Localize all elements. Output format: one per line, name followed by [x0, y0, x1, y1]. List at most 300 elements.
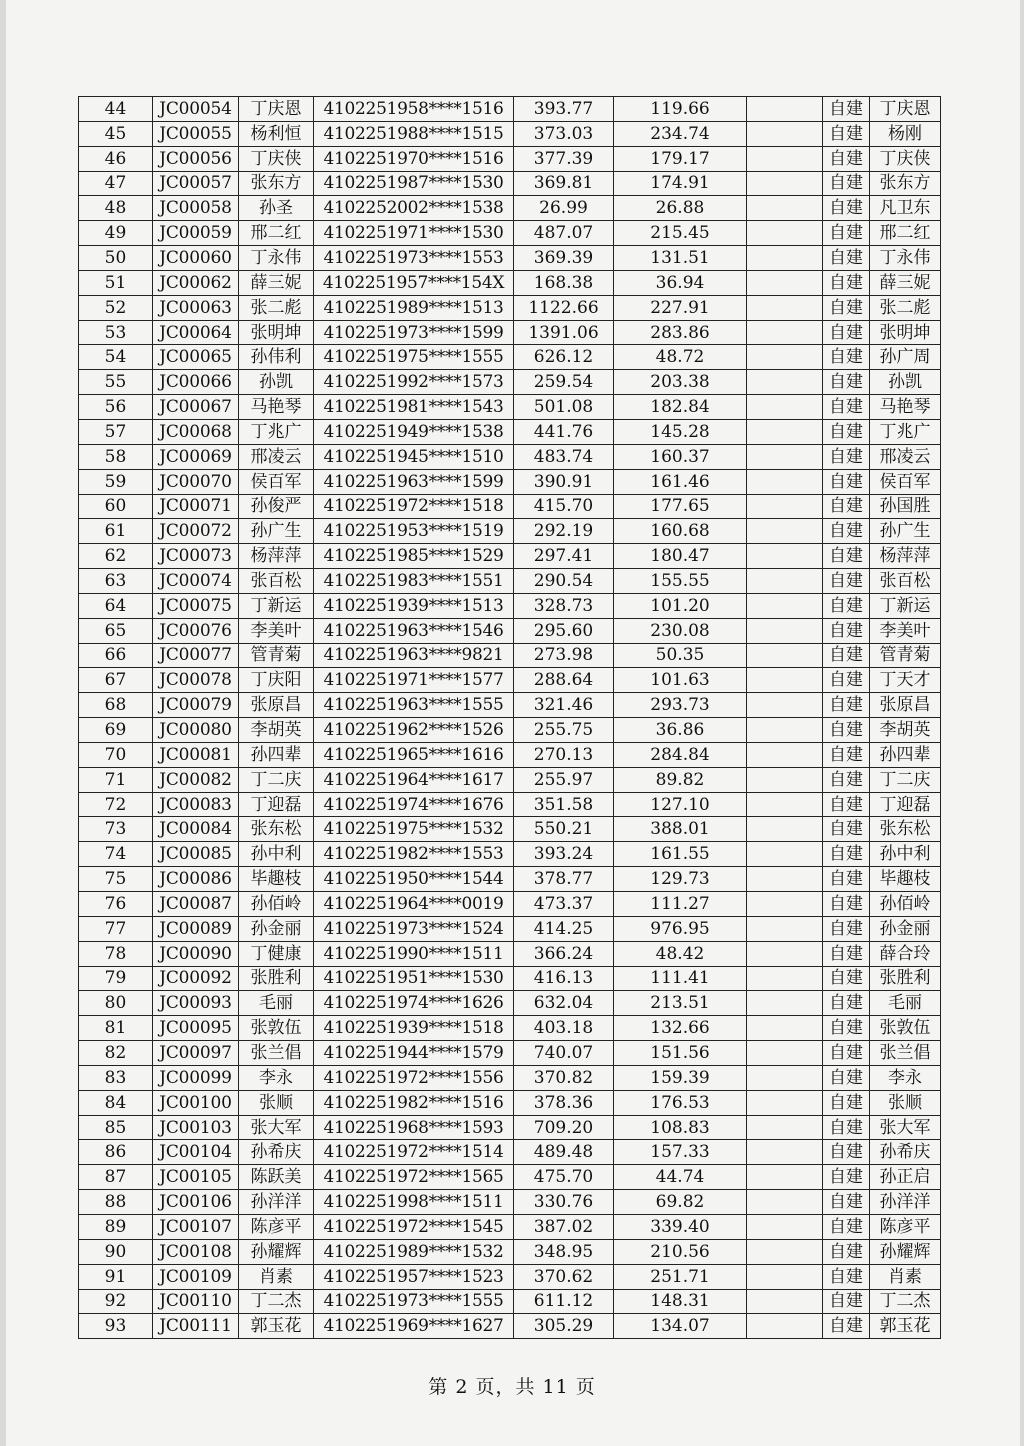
build-type: 自建	[823, 1115, 870, 1140]
second-area-value: 159.39	[614, 1065, 747, 1090]
table-row	[79, 1239, 941, 1264]
blank-cell	[747, 916, 823, 941]
record-code: JC00077	[153, 643, 239, 668]
id-number: 4102251987****1530	[314, 171, 514, 196]
second-area-value: 179.17	[614, 146, 747, 171]
row-number: 44	[79, 97, 153, 122]
table-row	[79, 916, 941, 941]
owner-name: 邢二红	[870, 221, 941, 246]
applicant-name: 张大军	[239, 1115, 314, 1140]
applicant-name: 邢二红	[239, 221, 314, 246]
second-area-value: 50.35	[614, 643, 747, 668]
build-type: 自建	[823, 916, 870, 941]
record-code: JC00060	[153, 246, 239, 271]
second-area-value: 111.41	[614, 966, 747, 991]
id-number: 4102251982****1553	[314, 842, 514, 867]
row-number: 71	[79, 767, 153, 792]
id-number: 4102251975****1532	[314, 817, 514, 842]
area-value: 632.04	[514, 991, 614, 1016]
blank-cell	[747, 718, 823, 743]
second-area-value: 101.20	[614, 593, 747, 618]
id-number: 4102251983****1551	[314, 569, 514, 594]
applicant-name: 丁迎磊	[239, 792, 314, 817]
second-area-value: 251.71	[614, 1264, 747, 1289]
applicant-name: 丁庆恩	[239, 97, 314, 122]
record-code: JC00093	[153, 991, 239, 1016]
second-area-value: 160.68	[614, 519, 747, 544]
owner-name: 丁庆侠	[870, 146, 941, 171]
table-row	[79, 196, 941, 221]
build-type: 自建	[823, 97, 870, 122]
second-area-value: 36.94	[614, 270, 747, 295]
owner-name: 张明坤	[870, 320, 941, 345]
area-value: 273.98	[514, 643, 614, 668]
area-value: 369.81	[514, 171, 614, 196]
applicant-name: 侯百军	[239, 469, 314, 494]
applicant-name: 杨利恒	[239, 121, 314, 146]
applicant-name: 孙耀辉	[239, 1239, 314, 1264]
second-area-value: 127.10	[614, 792, 747, 817]
build-type: 自建	[823, 767, 870, 792]
row-number: 66	[79, 643, 153, 668]
second-area-value: 160.37	[614, 444, 747, 469]
blank-cell	[747, 295, 823, 320]
blank-cell	[747, 618, 823, 643]
owner-name: 孙希庆	[870, 1140, 941, 1165]
row-number: 51	[79, 270, 153, 295]
table-row	[79, 171, 941, 196]
area-value: 255.75	[514, 718, 614, 743]
id-number: 4102251989****1532	[314, 1239, 514, 1264]
blank-cell	[747, 469, 823, 494]
row-number: 84	[79, 1090, 153, 1115]
build-type: 自建	[823, 1165, 870, 1190]
second-area-value: 210.56	[614, 1239, 747, 1264]
record-code: JC00103	[153, 1115, 239, 1140]
second-area-value: 284.84	[614, 742, 747, 767]
area-value: 1391.06	[514, 320, 614, 345]
row-number: 54	[79, 345, 153, 370]
owner-name: 张敦伍	[870, 1016, 941, 1041]
applicant-name: 丁庆侠	[239, 146, 314, 171]
record-code: JC00059	[153, 221, 239, 246]
table-row	[79, 991, 941, 1016]
area-value: 387.02	[514, 1214, 614, 1239]
id-number: 4102251972****1545	[314, 1214, 514, 1239]
applicant-name: 丁永伟	[239, 246, 314, 271]
applicant-name: 毕趣枝	[239, 867, 314, 892]
table-row	[79, 1190, 941, 1215]
row-number: 67	[79, 668, 153, 693]
blank-cell	[747, 146, 823, 171]
row-number: 64	[79, 593, 153, 618]
scan-edge-right	[1020, 0, 1024, 1446]
area-value: 378.36	[514, 1090, 614, 1115]
id-number: 4102251963****1546	[314, 618, 514, 643]
table-row	[79, 618, 941, 643]
area-value: 295.60	[514, 618, 614, 643]
area-value: 168.38	[514, 270, 614, 295]
owner-name: 张兰倡	[870, 1041, 941, 1066]
second-area-value: 174.91	[614, 171, 747, 196]
id-number: 4102251971****1577	[314, 668, 514, 693]
record-code: JC00110	[153, 1289, 239, 1314]
area-value: 328.73	[514, 593, 614, 618]
blank-cell	[747, 668, 823, 693]
row-number: 79	[79, 966, 153, 991]
build-type: 自建	[823, 941, 870, 966]
row-number: 60	[79, 494, 153, 519]
area-value: 288.64	[514, 668, 614, 693]
blank-cell	[747, 817, 823, 842]
record-code: JC00058	[153, 196, 239, 221]
row-number: 56	[79, 395, 153, 420]
second-area-value: 151.56	[614, 1041, 747, 1066]
owner-name: 张胜利	[870, 966, 941, 991]
table-row	[79, 742, 941, 767]
blank-cell	[747, 1239, 823, 1264]
row-number: 65	[79, 618, 153, 643]
table-row	[79, 1065, 941, 1090]
id-number: 4102251968****1593	[314, 1115, 514, 1140]
row-number: 47	[79, 171, 153, 196]
second-area-value: 161.55	[614, 842, 747, 867]
blank-cell	[747, 196, 823, 221]
second-area-value: 176.53	[614, 1090, 747, 1115]
owner-name: 孙洋洋	[870, 1190, 941, 1215]
row-number: 80	[79, 991, 153, 1016]
second-area-value: 26.88	[614, 196, 747, 221]
applicant-name: 郭玉花	[239, 1314, 314, 1339]
build-type: 自建	[823, 1140, 870, 1165]
build-type: 自建	[823, 395, 870, 420]
table-row	[79, 966, 941, 991]
id-number: 4102251985****1529	[314, 544, 514, 569]
blank-cell	[747, 1214, 823, 1239]
second-area-value: 976.95	[614, 916, 747, 941]
area-value: 1122.66	[514, 295, 614, 320]
build-type: 自建	[823, 991, 870, 1016]
table-row	[79, 842, 941, 867]
applicant-name: 李胡英	[239, 718, 314, 743]
id-number: 4102251982****1516	[314, 1090, 514, 1115]
applicant-name: 孙圣	[239, 196, 314, 221]
record-code: JC00056	[153, 146, 239, 171]
table-row	[79, 544, 941, 569]
blank-cell	[747, 171, 823, 196]
id-number: 4102251950****1544	[314, 867, 514, 892]
second-area-value: 161.46	[614, 469, 747, 494]
applicant-name: 丁二庆	[239, 767, 314, 792]
area-value: 351.58	[514, 792, 614, 817]
build-type: 自建	[823, 1314, 870, 1339]
scan-edge-left	[0, 0, 6, 1446]
build-type: 自建	[823, 295, 870, 320]
record-code: JC00074	[153, 569, 239, 594]
table-row	[79, 569, 941, 594]
row-number: 90	[79, 1239, 153, 1264]
area-value: 414.25	[514, 916, 614, 941]
id-number: 4102251965****1616	[314, 742, 514, 767]
build-type: 自建	[823, 469, 870, 494]
blank-cell	[747, 270, 823, 295]
area-value: 626.12	[514, 345, 614, 370]
second-area-value: 157.33	[614, 1140, 747, 1165]
second-area-value: 129.73	[614, 867, 747, 892]
id-number: 4102251945****1510	[314, 444, 514, 469]
id-number: 4102251973****1599	[314, 320, 514, 345]
owner-name: 陈彦平	[870, 1214, 941, 1239]
record-code: JC00087	[153, 892, 239, 917]
applicant-name: 丁二杰	[239, 1289, 314, 1314]
applicant-name: 邢凌云	[239, 444, 314, 469]
blank-cell	[747, 991, 823, 1016]
table-row	[79, 345, 941, 370]
id-number: 4102251969****1627	[314, 1314, 514, 1339]
record-code: JC00057	[153, 171, 239, 196]
build-type: 自建	[823, 693, 870, 718]
second-area-value: 177.65	[614, 494, 747, 519]
row-number: 69	[79, 718, 153, 743]
applicant-name: 张顺	[239, 1090, 314, 1115]
owner-name: 杨萍萍	[870, 544, 941, 569]
build-type: 自建	[823, 593, 870, 618]
build-type: 自建	[823, 842, 870, 867]
applicant-name: 孙俊严	[239, 494, 314, 519]
record-code: JC00078	[153, 668, 239, 693]
build-type: 自建	[823, 270, 870, 295]
area-value: 305.29	[514, 1314, 614, 1339]
table-row	[79, 1214, 941, 1239]
table-row	[79, 668, 941, 693]
owner-name: 李美叶	[870, 618, 941, 643]
owner-name: 郭玉花	[870, 1314, 941, 1339]
record-code: JC00075	[153, 593, 239, 618]
second-area-value: 134.07	[614, 1314, 747, 1339]
second-area-value: 48.72	[614, 345, 747, 370]
record-code: JC00100	[153, 1090, 239, 1115]
table-row	[79, 519, 941, 544]
applicant-name: 孙伟利	[239, 345, 314, 370]
blank-cell	[747, 1314, 823, 1339]
row-number: 93	[79, 1314, 153, 1339]
record-code: JC00064	[153, 320, 239, 345]
applicant-name: 孙洋洋	[239, 1190, 314, 1215]
second-area-value: 180.47	[614, 544, 747, 569]
area-value: 366.24	[514, 941, 614, 966]
id-number: 4102251962****1526	[314, 718, 514, 743]
table-row	[79, 221, 941, 246]
id-number: 4102251972****1518	[314, 494, 514, 519]
blank-cell	[747, 941, 823, 966]
build-type: 自建	[823, 121, 870, 146]
blank-cell	[747, 1065, 823, 1090]
owner-name: 丁新运	[870, 593, 941, 618]
table-row	[79, 693, 941, 718]
id-number: 4102251972****1514	[314, 1140, 514, 1165]
applicant-name: 张东松	[239, 817, 314, 842]
table-row	[79, 1140, 941, 1165]
record-code: JC00084	[153, 817, 239, 842]
record-code: JC00081	[153, 742, 239, 767]
second-area-value: 148.31	[614, 1289, 747, 1314]
area-value: 373.03	[514, 121, 614, 146]
build-type: 自建	[823, 742, 870, 767]
applicant-name: 张百松	[239, 569, 314, 594]
row-number: 53	[79, 320, 153, 345]
id-number: 4102251964****0019	[314, 892, 514, 917]
owner-name: 毕趣枝	[870, 867, 941, 892]
row-number: 77	[79, 916, 153, 941]
record-code: JC00111	[153, 1314, 239, 1339]
record-code: JC00068	[153, 419, 239, 444]
blank-cell	[747, 643, 823, 668]
row-number: 50	[79, 246, 153, 271]
owner-name: 丁永伟	[870, 246, 941, 271]
area-value: 377.39	[514, 146, 614, 171]
blank-cell	[747, 221, 823, 246]
area-value: 483.74	[514, 444, 614, 469]
blank-cell	[747, 444, 823, 469]
row-number: 58	[79, 444, 153, 469]
applicant-name: 张敦伍	[239, 1016, 314, 1041]
row-number: 87	[79, 1165, 153, 1190]
owner-name: 张东方	[870, 171, 941, 196]
blank-cell	[747, 569, 823, 594]
second-area-value: 48.42	[614, 941, 747, 966]
area-value: 348.95	[514, 1239, 614, 1264]
area-value: 292.19	[514, 519, 614, 544]
area-value: 487.07	[514, 221, 614, 246]
row-number: 59	[79, 469, 153, 494]
build-type: 自建	[823, 370, 870, 395]
table-row	[79, 867, 941, 892]
id-number: 4102251992****1573	[314, 370, 514, 395]
second-area-value: 230.08	[614, 618, 747, 643]
table-row	[79, 320, 941, 345]
record-code: JC00083	[153, 792, 239, 817]
blank-cell	[747, 1190, 823, 1215]
table-row	[79, 419, 941, 444]
record-code: JC00066	[153, 370, 239, 395]
build-type: 自建	[823, 345, 870, 370]
second-area-value: 339.40	[614, 1214, 747, 1239]
blank-cell	[747, 966, 823, 991]
blank-cell	[747, 767, 823, 792]
applicant-name: 孙广生	[239, 519, 314, 544]
id-number: 4102251988****1515	[314, 121, 514, 146]
row-number: 74	[79, 842, 153, 867]
table-row	[79, 146, 941, 171]
table-row	[79, 643, 941, 668]
id-number: 4102251974****1676	[314, 792, 514, 817]
applicant-name: 张东方	[239, 171, 314, 196]
id-number: 4102251939****1513	[314, 593, 514, 618]
row-number: 91	[79, 1264, 153, 1289]
id-number: 4102251975****1555	[314, 345, 514, 370]
record-code: JC00073	[153, 544, 239, 569]
owner-name: 孙正启	[870, 1165, 941, 1190]
blank-cell	[747, 246, 823, 271]
row-number: 83	[79, 1065, 153, 1090]
blank-cell	[747, 792, 823, 817]
table-row	[79, 295, 941, 320]
id-number: 4102251957****1523	[314, 1264, 514, 1289]
applicant-name: 丁兆广	[239, 419, 314, 444]
build-type: 自建	[823, 196, 870, 221]
row-number: 76	[79, 892, 153, 917]
owner-name: 张二彪	[870, 295, 941, 320]
id-number: 4102251974****1626	[314, 991, 514, 1016]
row-number: 57	[79, 419, 153, 444]
owner-name: 李永	[870, 1065, 941, 1090]
applicant-name: 李美叶	[239, 618, 314, 643]
blank-cell	[747, 742, 823, 767]
area-value: 370.62	[514, 1264, 614, 1289]
build-type: 自建	[823, 320, 870, 345]
id-number: 4102251958****1516	[314, 97, 514, 122]
blank-cell	[747, 494, 823, 519]
blank-cell	[747, 97, 823, 122]
build-type: 自建	[823, 892, 870, 917]
blank-cell	[747, 544, 823, 569]
second-area-value: 145.28	[614, 419, 747, 444]
owner-name: 孙广生	[870, 519, 941, 544]
build-type: 自建	[823, 519, 870, 544]
owner-name: 侯百军	[870, 469, 941, 494]
build-type: 自建	[823, 1214, 870, 1239]
blank-cell	[747, 1264, 823, 1289]
record-code: JC00076	[153, 618, 239, 643]
build-type: 自建	[823, 1239, 870, 1264]
row-number: 62	[79, 544, 153, 569]
area-value: 501.08	[514, 395, 614, 420]
table-row	[79, 1090, 941, 1115]
owner-name: 杨刚	[870, 121, 941, 146]
id-number: 4102251964****1617	[314, 767, 514, 792]
record-code: JC00055	[153, 121, 239, 146]
table-row	[79, 444, 941, 469]
blank-cell	[747, 693, 823, 718]
blank-cell	[747, 842, 823, 867]
record-code: JC00095	[153, 1016, 239, 1041]
id-number: 4102251963****1599	[314, 469, 514, 494]
table-row	[79, 718, 941, 743]
owner-name: 孙凯	[870, 370, 941, 395]
applicant-name: 张原昌	[239, 693, 314, 718]
record-code: JC00106	[153, 1190, 239, 1215]
owner-name: 凡卫东	[870, 196, 941, 221]
applicant-name: 张二彪	[239, 295, 314, 320]
owner-name: 张大军	[870, 1115, 941, 1140]
build-type: 自建	[823, 618, 870, 643]
id-number: 4102251957****154X	[314, 270, 514, 295]
table-row	[79, 792, 941, 817]
second-area-value: 108.83	[614, 1115, 747, 1140]
blank-cell	[747, 892, 823, 917]
applicant-name: 丁健康	[239, 941, 314, 966]
record-code: JC00080	[153, 718, 239, 743]
build-type: 自建	[823, 444, 870, 469]
second-area-value: 182.84	[614, 395, 747, 420]
owner-name: 孙广周	[870, 345, 941, 370]
record-code: JC00104	[153, 1140, 239, 1165]
applicant-name: 陈彦平	[239, 1214, 314, 1239]
blank-cell	[747, 395, 823, 420]
owner-name: 李胡英	[870, 718, 941, 743]
owner-name: 孙四辈	[870, 742, 941, 767]
row-number: 86	[79, 1140, 153, 1165]
